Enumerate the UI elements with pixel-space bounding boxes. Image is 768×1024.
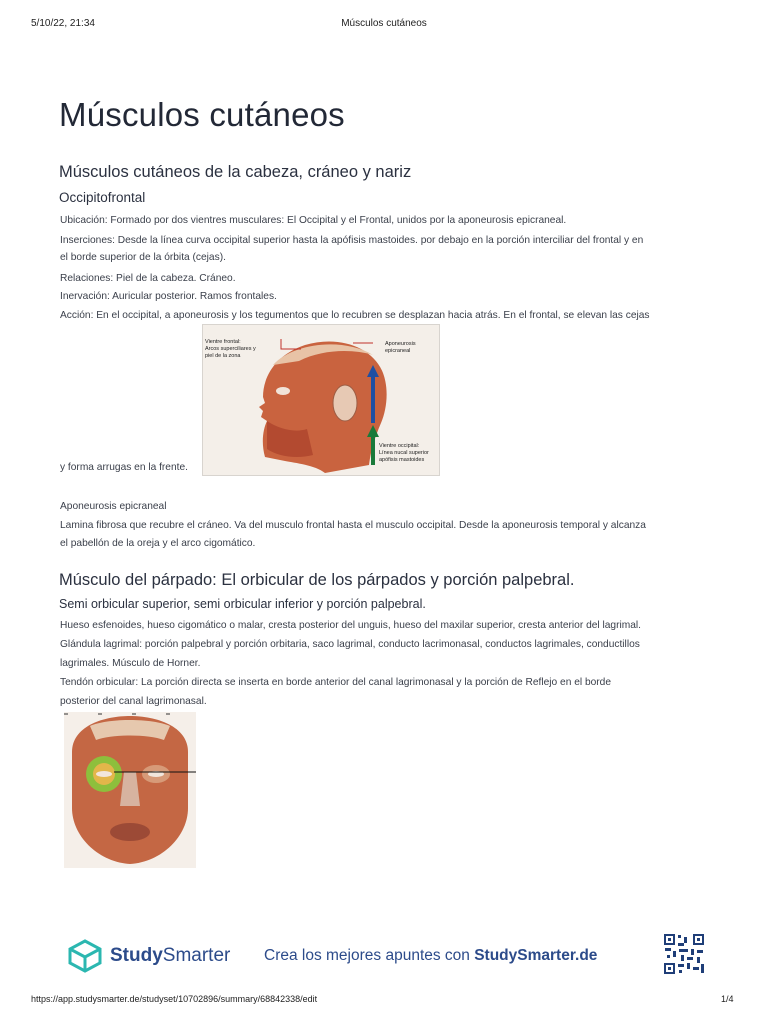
studysmarter-brand[interactable] xyxy=(110,945,230,967)
text-inserciones-1: Inserciones: Desde la línea curva occipital superior hasta la apófisis mastoides. por debajo en la porción interciliar del frontal y en xyxy=(60,235,644,246)
print-url: https://app.studysmarter.de/studyset/10702896/summary/68842338/edit xyxy=(31,994,318,1004)
label-linea-nucal: Línea nucal superior xyxy=(379,450,429,456)
text-relaciones: Relaciones: Piel de la cabeza. Cráneo. xyxy=(60,273,236,284)
text-aponeurosis-2: el pabellón de la oreja y el arco cigomático. xyxy=(60,538,256,549)
label-piel-zona: piel de la zona xyxy=(205,353,241,359)
label-aponeurosis: Aponeurosis xyxy=(385,341,416,347)
mouth-shape xyxy=(110,823,150,841)
text-tendon-2: posterior del canal lagrimonasal. xyxy=(60,696,207,707)
subheading-aponeurosis: Aponeurosis epicraneal xyxy=(60,501,167,512)
left-eye xyxy=(96,771,112,777)
text-glandula-1: Glándula lagrimal: porción palpebral y porción orbitaria, saco lagrimal, conducto lacrimonasal, conductos lagrimales, conductillos xyxy=(60,639,640,650)
slogan-text: Crea los mejores apuntes con xyxy=(264,947,475,964)
print-page-number: 1/4 xyxy=(721,994,734,1004)
text-accion: Acción: En el occipital, a aponeurosis y los tegumentos que lo recubren se desplazan hacia atrás. En el frontal, se elevan las cejas xyxy=(60,310,650,321)
text-glandula-2: lagrimales. Músculo de Horner. xyxy=(60,658,201,669)
print-datetime: 5/10/22, 21:34 xyxy=(31,18,95,29)
print-doc-title: Músculos cutáneos xyxy=(341,18,427,29)
page-title: Músculos cutáneos xyxy=(59,96,345,133)
text-accion-cont: y forma arrugas en la frente. xyxy=(60,462,188,473)
ear-shape xyxy=(333,385,357,421)
occipitofrontal-figure xyxy=(202,324,440,476)
face-front-illustration xyxy=(64,712,196,868)
subheading-occipitofrontal: Occipitofrontal xyxy=(59,190,146,205)
text-ubicacion: Ubicación: Formado por dos vientres musculares: El Occipital y el Frontal, unidos por la aponeurosis epicraneal. xyxy=(60,215,567,226)
label-vientre-occipital: Vientre occipital: xyxy=(379,443,420,449)
eye-shape xyxy=(276,387,290,395)
label-epicraneal: epicraneal xyxy=(385,348,411,354)
studysmarter-link[interactable]: StudySmarter.de xyxy=(474,947,598,964)
studysmarter-logo-icon[interactable] xyxy=(67,938,103,974)
label-vientre-frontal: Vientre frontal: xyxy=(205,339,241,345)
label-arcos: Arcos superciliares y xyxy=(205,346,256,352)
text-aponeurosis-1: Lamina fibrosa que recubre el cráneo. Va del musculo frontal hasta el musculo occipital. Desde la aponeurosis temporal y alcanza xyxy=(60,520,646,531)
subheading-orbicular: Semi orbicular superior, semi orbicular inferior y porción palpebral. xyxy=(59,597,426,611)
text-inervacion: Inervación: Auricular posterior. Ramos frontales. xyxy=(60,291,277,302)
label-apofisis: apófisis mastoides xyxy=(379,457,425,463)
orbicular-figure xyxy=(64,712,196,868)
text-inserciones-2: el borde superior de la órbita (cejas). xyxy=(60,252,226,263)
text-tendon-1: Tendón orbicular: La porción directa se inserta en borde anterior del canal lagrimonasal y la porción de Reflejo en el borde xyxy=(60,677,612,688)
brand-smarter: Smarter xyxy=(162,945,231,966)
section-heading-eyelid: Músculo del párpado: El orbicular de los párpados y porción palpebral. xyxy=(59,571,575,589)
section-heading-head-muscles: Músculos cutáneos de la cabeza, cráneo y nariz xyxy=(59,163,412,181)
text-huesos: Hueso esfenoides, hueso cigomático o malar, cresta posterior del unguis, hueso del maxilar superior, cresta anterior del lagrimal. xyxy=(60,620,641,631)
qr-code[interactable] xyxy=(663,933,705,975)
studysmarter-slogan xyxy=(264,947,597,965)
brand-study: Study xyxy=(110,945,163,966)
